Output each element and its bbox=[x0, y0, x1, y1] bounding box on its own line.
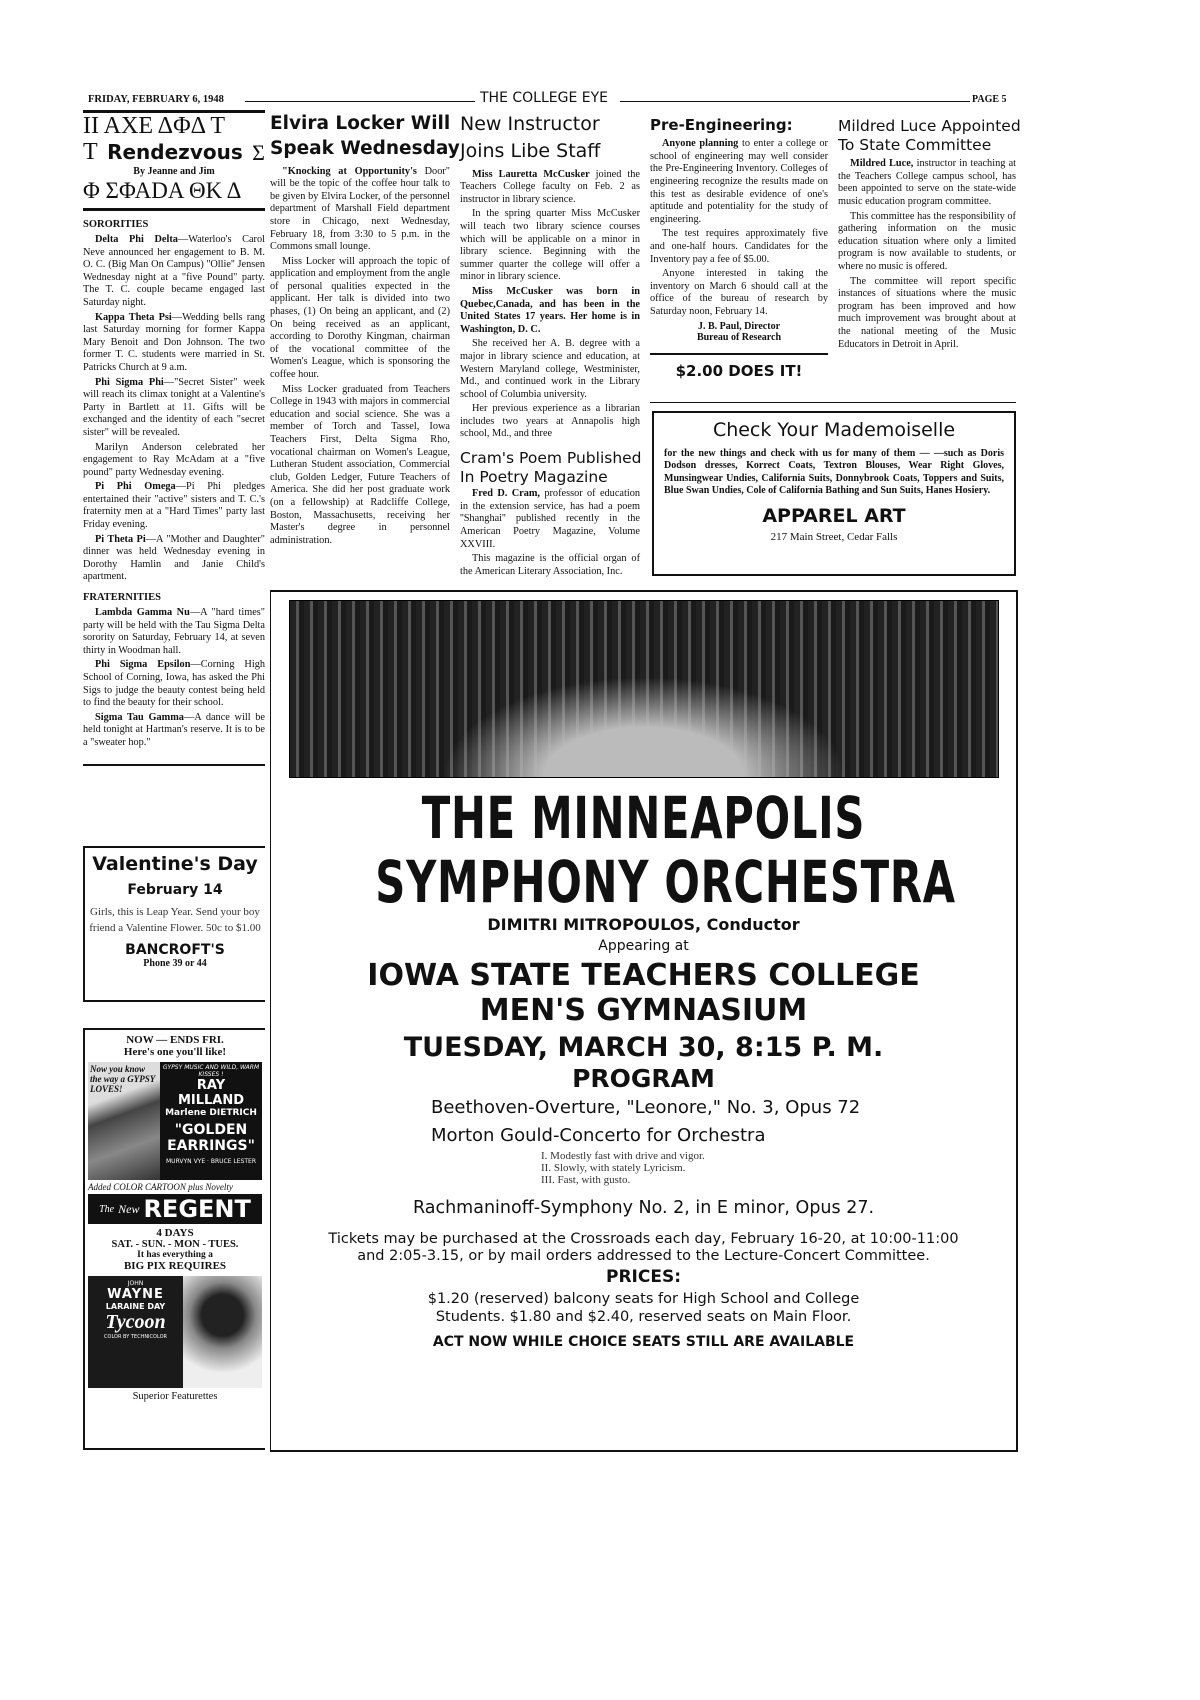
run-length: 4 DAYS bbox=[156, 1227, 194, 1239]
program-list bbox=[271, 1094, 1016, 1150]
ad-footer: Superior Featurettes bbox=[132, 1391, 218, 1402]
lead-in: Miss McCusker was born in Quebec,Canada, and has been in the United States 17 years. Her home is in Washington, D. C. bbox=[460, 285, 640, 335]
ad-title: THE MINNEAPOLIS bbox=[421, 784, 866, 852]
paragraph-text: —"Secret Sister" week will reach its climax tonight at a Valentine's Party in Bartlett at 11. Gifts will be exchanged and the identity of each "secret sister" will be revealed. bbox=[83, 376, 265, 438]
ad-title: Valentine's Day bbox=[92, 853, 258, 875]
color-note: COLOR BY TECHNICOLOR bbox=[104, 1334, 167, 1340]
paragraph bbox=[460, 208, 640, 284]
article-body bbox=[838, 158, 1016, 351]
greek-letter: Σ bbox=[252, 139, 265, 165]
program-item: Beethoven-Overture, "Leonore," No. 3, Opus 72 bbox=[431, 1096, 861, 1118]
article-body bbox=[270, 166, 450, 548]
promo: GYPSY MUSIC AND WILD, WARM KISSES ! bbox=[162, 1064, 260, 1078]
ad-text: for the new things and check with us for many of them — —such as Doris Dodson dresses, Korrect Coats, Textron Blouses, Wear Right Gloves, Munsingwear Undies, California Suits, Donnybrook Coats, Toppers and Suits, Blue Swan Undies, Cole of California Bathing and Sun Suits, Hanes Hosiery. bbox=[664, 447, 1004, 497]
issue-date: FRIDAY, FEBRUARY 6, 1948 bbox=[88, 94, 224, 105]
signature: J. B. Paul, Director bbox=[697, 320, 781, 332]
lead-in: Delta Phi Delta bbox=[95, 234, 178, 245]
divider bbox=[650, 402, 1016, 403]
divider bbox=[83, 764, 265, 766]
column-title: Rendezvous bbox=[107, 140, 243, 164]
venue: IOWA STATE TEACHERS COLLEGE bbox=[367, 958, 920, 994]
article-body bbox=[650, 138, 828, 318]
headline: Elvira Locker Will bbox=[270, 113, 451, 134]
paragraph-text: Miss Locker graduated from Teachers College in 1943 with majors in commercial education and social science. She was a member of Torch and Tassel, Iowa Teachers First, Delta Sigma Rho, vocational chairman on Women's League, Lutheran Student association, Commercial club, Golden Ledger, Future Teachers of America. She did her post graduate work (on a fellowship) at Radcliffe College, Boston, Massachusetts, receiving her Master's degree in personnel administration. bbox=[270, 383, 450, 546]
ad-text: BIG PIX REQUIRES bbox=[123, 1260, 227, 1272]
costars: MURVYN VYE · BRUCE LESTER bbox=[166, 1158, 256, 1165]
divider bbox=[650, 353, 828, 355]
paragraph bbox=[460, 169, 640, 207]
valentine-ad bbox=[83, 846, 265, 1002]
lead-in: Kappa Theta Psi bbox=[95, 311, 172, 323]
film-poster bbox=[88, 1276, 262, 1388]
paragraph-text: Anyone interested in taking the inventory on March 6 should call at the office of the bureau of research by Saturday noon, February 14. bbox=[650, 268, 828, 317]
headline: To State Committee bbox=[838, 135, 992, 154]
store-name: APPAREL ART bbox=[762, 504, 906, 527]
program-heading: PROGRAM bbox=[572, 1064, 715, 1094]
program-item: III. Fast, with gusto. bbox=[541, 1173, 631, 1186]
headline: In Poetry Magazine bbox=[460, 467, 608, 486]
headline: Mildred Luce Appointed bbox=[838, 117, 1021, 135]
paragraph bbox=[838, 158, 1016, 208]
divider bbox=[245, 101, 475, 102]
headline: Cram's Poem Published bbox=[460, 449, 642, 468]
section-heading: FRATERNITIES bbox=[83, 592, 161, 604]
store-phone: Phone 39 or 44 bbox=[143, 958, 207, 970]
luce-article bbox=[838, 117, 1021, 353]
paragraph-text: professor of education in the extension service, has had a poem ''Shanghai'' published recently in the American Poetry Magazine, Volume XXVIII. bbox=[460, 488, 640, 550]
ad-text: It has everything a bbox=[137, 1250, 213, 1260]
headline: New Instructor bbox=[460, 113, 600, 135]
star: LARAINE DAY bbox=[105, 1302, 166, 1311]
paragraph-text: —A "Mother and Daughter" dinner was held Wednesday evening in Dorothy Hamlin and Janie Child's apartment. bbox=[83, 533, 265, 583]
paragraph bbox=[83, 659, 265, 709]
store-address: 217 Main Street, Cedar Falls bbox=[770, 530, 898, 543]
ad-text: Girls, this is Leap Year. Send your boy friend a Valentine Flower. 50c to $1.00 bbox=[89, 905, 261, 934]
rendezvous-column bbox=[83, 110, 265, 766]
paragraph-text: The committee will report specific instances of situations where the music program has been improved and how much improvement was brought about at the national meeting of the Music Educators in Detroit in April. bbox=[838, 275, 1016, 350]
lead-in: Miss Lauretta McCusker bbox=[472, 168, 590, 180]
paragraph-text: instructor in teaching at the Teachers College campus school, has been appointed to serve on the state-wide music education program committee. bbox=[838, 158, 1017, 207]
sororities-list bbox=[83, 234, 265, 584]
article-body bbox=[460, 169, 640, 441]
divider bbox=[620, 101, 970, 102]
lead-in: Mildred Luce, bbox=[850, 158, 914, 170]
program-item: II. Slowly, with stately Lyricism. bbox=[541, 1161, 686, 1174]
paragraph-text: —A dance will be held tonight at Hartman's reserve. It is to be a "sweater hop." bbox=[83, 711, 265, 748]
ad-title: SYMPHONY ORCHESTRA bbox=[375, 848, 956, 916]
paragraph bbox=[83, 442, 265, 480]
symphony-ad bbox=[270, 590, 1018, 1452]
lead-in: Sigma Tau Gamma bbox=[95, 711, 184, 723]
section-heading: SORORITIES bbox=[83, 219, 149, 230]
greek-letters: Φ ΣΦΑDΑ ΘΚ Δ bbox=[83, 178, 242, 203]
promo-text: $2.00 DOES IT! bbox=[675, 361, 803, 380]
lead-in: Anyone planning bbox=[662, 138, 739, 150]
greek-letters: ΙΙ ΑΧΕ ΔΦΔ Τ bbox=[83, 113, 225, 139]
headline: Pre-Engineering: bbox=[650, 116, 793, 134]
paragraph bbox=[460, 553, 640, 578]
film-title: "GOLDEN EARRINGS" bbox=[167, 1122, 255, 1154]
paragraph bbox=[460, 286, 640, 336]
star: WAYNE bbox=[107, 1287, 164, 1302]
paragraph bbox=[460, 403, 640, 441]
paragraph bbox=[83, 607, 265, 657]
apparel-art-ad bbox=[652, 411, 1016, 576]
paragraph bbox=[83, 712, 265, 750]
paragraph-text: The test requires approximately five and one-half hours. Candidates for the Inventory pay a fee of $5.00. bbox=[650, 228, 828, 265]
call-to-action: ACT NOW WHILE CHOICE SEATS STILL ARE AVAILABLE bbox=[432, 1334, 855, 1351]
byline: By Jeanne and Jim bbox=[133, 166, 215, 177]
paper-name: THE COLLEGE EYE bbox=[480, 90, 609, 106]
paragraph bbox=[83, 312, 265, 375]
paragraph bbox=[650, 138, 828, 226]
prices-heading: PRICES: bbox=[605, 1266, 681, 1287]
paragraph-text: —Wedding bells rang last Saturday morning for former Kappa Mary Benoit and Don Johnson. The two former T. C. students were married in St. Patricks Church at 9 a.m. bbox=[83, 311, 266, 373]
cram-article bbox=[460, 449, 640, 578]
store-name: BANCROFT'S bbox=[125, 941, 225, 958]
paragraph bbox=[460, 338, 640, 401]
paragraph bbox=[270, 256, 450, 382]
date-time: TUESDAY, MARCH 30, 8:15 P. M. bbox=[403, 1032, 884, 1064]
film-poster bbox=[88, 1062, 262, 1180]
poster-image bbox=[183, 1276, 262, 1388]
paragraph-text: joined the Teachers College faculty on Feb. 2 as instructor in library science. bbox=[460, 168, 640, 205]
poster-tagline: Now you know the way a GYPSY LOVES! bbox=[90, 1064, 155, 1094]
paragraph-text: Miss Locker will approach the topic of application and employment from the angle of personal qualities expected in the applicant. Her talk is divided into two phases, (1) On being an applicant, and (2) On being received as an applicant, according to Dorothy Kingman, chairman of the vocational committee of the Women's League, which is sponsoring the coffee hour. bbox=[270, 255, 450, 381]
program-item: I. Modestly fast with drive and vigor. bbox=[541, 1149, 705, 1162]
paragraph-text: —Waterloo's Carol Neve announced her engagement to B. M. O. C. (Big Man On Campus) ''Ollie'' Jensen Wednesday night at a "five Pound" party. The T. C. couple became engaged last Saturday night. bbox=[83, 234, 265, 308]
paragraph bbox=[270, 384, 450, 548]
paragraph bbox=[83, 234, 265, 310]
paragraph-text: —Corning High School of Corning, Iowa, has asked the Phi Sigs to judge the beauty contest being held to find the beauty for their school. bbox=[83, 659, 266, 709]
lead-in: "Knocking at Opportunity's bbox=[282, 165, 417, 177]
lead-in: Pi Theta Pi bbox=[95, 533, 146, 545]
paragraph bbox=[650, 228, 828, 266]
paragraph bbox=[83, 377, 265, 440]
venue: MEN'S GYMNASIUM bbox=[479, 992, 808, 1028]
paragraph-text: This committee has the responsibility of gathering information on the music education situation where only a limited program is now available to students, or where no music is offered. bbox=[838, 210, 1016, 272]
orchestra-photo bbox=[289, 600, 999, 778]
lead-in: Pi Phi Omega bbox=[95, 481, 176, 493]
paragraph-text: This magazine is the official organ of the American Literary Association, Inc. bbox=[460, 553, 640, 577]
paragraph bbox=[650, 268, 828, 318]
paragraph-text: Marilyn Anderson celebrated her engagement to Ray McAdam at a "five pound" party Wednesday evening. bbox=[83, 441, 265, 478]
lead-in: Phi Sigma Epsilon bbox=[95, 659, 191, 671]
theater-logo bbox=[88, 1194, 262, 1224]
paragraph-text: In the spring quarter Miss McCusker will teach two library science courses which will be applicable on a minor in library science. Beginning with the summer quarter the college will offer a minor in library science. bbox=[460, 208, 640, 283]
lead-in: Lambda Gamma Nu bbox=[95, 607, 190, 619]
paragraph-text: She received her A. B. degree with a major in library science and education, at Western Maryland college, Westminister, Md., and continued work in the Library school of Columbia university. bbox=[460, 338, 640, 400]
paragraph-text: to enter a college or school of engineering may well consider the Pre-Engineering Inventory. Colleges of engineering recognize the results made on this test as desirable evidence of one's aptitude and potentiality for the study of engineering. bbox=[650, 138, 828, 225]
ticket-info: Tickets may be purchased at the Crossroads each day, February 16-20, at 10:00-11:00 bbox=[328, 1230, 959, 1247]
now-showing: NOW — ENDS FRI. bbox=[126, 1034, 224, 1046]
paragraph bbox=[83, 534, 265, 584]
paragraph-text: Her previous experience as a librarian includes two years at Annapolis high school, Md., and three bbox=[460, 403, 640, 440]
paragraph bbox=[460, 488, 640, 551]
signature: Bureau of Research bbox=[696, 331, 782, 343]
paragraph bbox=[838, 276, 1016, 352]
page-number: PAGE 5 bbox=[972, 94, 1007, 105]
paragraph bbox=[838, 211, 1016, 274]
film-title: Tycoon bbox=[105, 1311, 166, 1333]
regent-theater-ad bbox=[83, 1028, 265, 1450]
ticket-info: and 2:05-3.15, or by mail orders addressed to the Lecture-Concert Committee. bbox=[357, 1248, 930, 1265]
conductor: DIMITRI MITROPOULOS, Conductor bbox=[487, 915, 800, 934]
logo-regent: REGENT bbox=[143, 1195, 251, 1223]
paragraph bbox=[270, 166, 450, 254]
paragraph-text: Door" will be the topic of the coffee hour talk to be given by Elvira Locker, of the personnel department of Marshall Field department store in Chicago, next Wednesday, February 18, from 3:30 to 5 p.m. in the Commons small lounge. bbox=[270, 165, 450, 253]
added-cartoon: Added COLOR CARTOON plus Novelty bbox=[88, 1182, 233, 1192]
mccusker-article bbox=[460, 113, 640, 580]
paragraph bbox=[83, 481, 265, 531]
tagline: Here's one you'll like! bbox=[123, 1046, 227, 1058]
headline: Speak Wednesday bbox=[270, 138, 460, 160]
article-body bbox=[460, 488, 640, 578]
program-item: Rachmaninoff-Symphony No. 2, in E minor, Opus 27. bbox=[412, 1197, 875, 1218]
ad-date: February 14 bbox=[127, 881, 223, 898]
logo-the: The bbox=[99, 1203, 115, 1215]
star-first: JOHN bbox=[127, 1280, 144, 1287]
divider bbox=[83, 208, 265, 211]
paragraph-text: —Pi Phi pledges entertained their "active" sisters and T. C.'s fraternity men at a "Hard Times" party last Friday evening. bbox=[83, 481, 265, 531]
greek-letter: Τ bbox=[83, 139, 98, 165]
program-item: Morton Gould-Concerto for Orchestra bbox=[431, 1124, 766, 1146]
run-days: SAT. - SUN. - MON - TUES. bbox=[111, 1239, 239, 1250]
locker-article bbox=[270, 113, 460, 549]
logo-new: New bbox=[118, 1201, 140, 1216]
lead-in: Phi Sigma Phi bbox=[95, 376, 164, 388]
lead-in: Fred D. Cram, bbox=[472, 488, 540, 500]
star: RAY MILLAND bbox=[177, 1078, 245, 1108]
fraternities-list bbox=[83, 607, 265, 750]
price-info: Students. $1.80 and $2.40, reserved seats on Main Floor. bbox=[435, 1308, 852, 1325]
movements-list bbox=[271, 1150, 1016, 1186]
price-info: $1.20 (reserved) balcony seats for High School and College bbox=[427, 1291, 860, 1308]
headline: Joins Libe Staff bbox=[460, 139, 601, 162]
paragraph-text: —A "hard times" party will be held with the Tau Sigma Delta sorority on Saturday, February 14, at seven thirty in Woodman hall. bbox=[83, 607, 266, 656]
pre-engineering-article bbox=[650, 117, 828, 380]
ad-title: Check Your Mademoiselle bbox=[712, 419, 956, 441]
star: Marlene DIETRICH bbox=[165, 1108, 257, 1118]
appearing-at: Appearing at bbox=[598, 938, 689, 955]
